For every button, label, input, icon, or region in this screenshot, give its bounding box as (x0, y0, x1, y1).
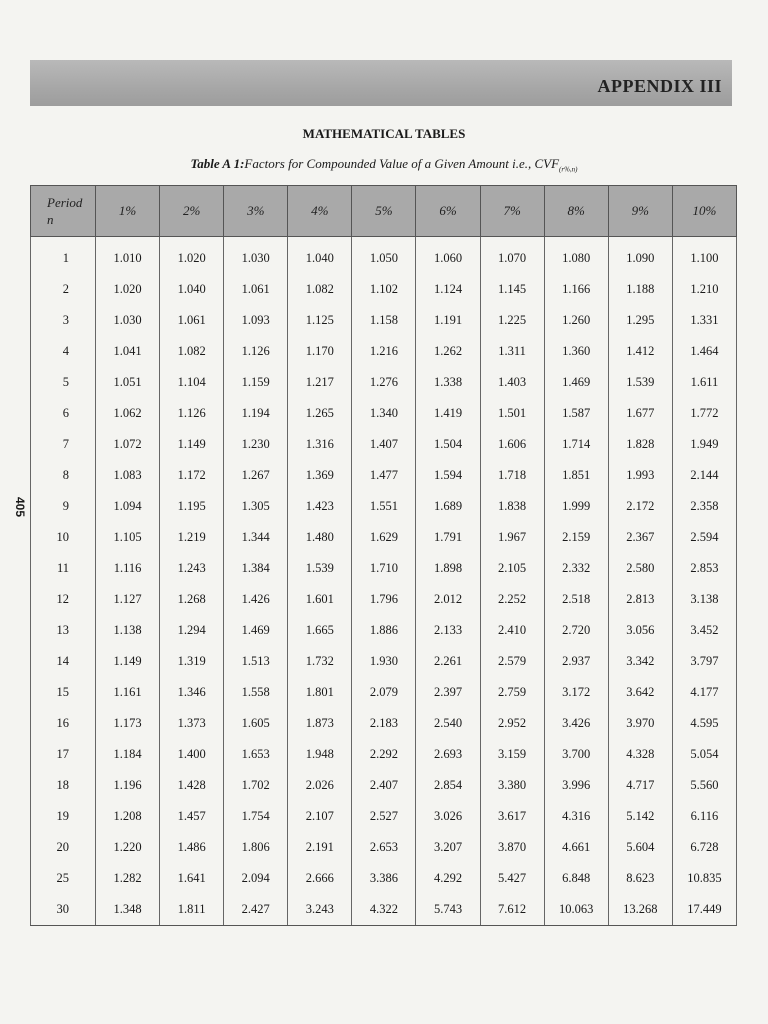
factor-cell: 1.384 (224, 553, 288, 584)
factor-cell: 1.102 (352, 274, 416, 305)
factor-cell: 6.848 (544, 863, 608, 894)
factor-cell: 1.732 (288, 646, 352, 677)
factor-cell: 13.268 (608, 894, 672, 926)
period-cell: 19 (31, 801, 96, 832)
table-row (31, 801, 737, 832)
factor-cell: 5.427 (480, 863, 544, 894)
table-row (31, 305, 737, 336)
rate-header: 8% (544, 186, 608, 237)
factor-cell: 1.948 (288, 739, 352, 770)
factor-cell: 1.539 (608, 367, 672, 398)
factor-cell: 2.937 (544, 646, 608, 677)
factor-cell: 1.513 (224, 646, 288, 677)
factor-cell: 3.996 (544, 770, 608, 801)
table-caption-subscript: (r%,n) (559, 165, 578, 174)
factor-cell: 2.813 (608, 584, 672, 615)
factor-cell: 2.144 (672, 460, 736, 491)
factor-cell: 1.262 (416, 336, 480, 367)
period-cell: 10 (31, 522, 96, 553)
period-cell: 7 (31, 429, 96, 460)
factor-cell: 1.348 (96, 894, 160, 926)
factor-cell: 1.710 (352, 553, 416, 584)
table-row (31, 584, 737, 615)
factor-cell: 1.796 (352, 584, 416, 615)
factor-cell: 2.853 (672, 553, 736, 584)
factor-cell: 1.041 (96, 336, 160, 367)
factor-cell: 1.838 (480, 491, 544, 522)
factor-cell: 1.344 (224, 522, 288, 553)
table-caption (0, 156, 768, 174)
factor-cell: 3.386 (352, 863, 416, 894)
factor-cell: 1.126 (224, 336, 288, 367)
factor-cell: 1.702 (224, 770, 288, 801)
factor-cell: 1.184 (96, 739, 160, 770)
period-cell: 18 (31, 770, 96, 801)
table-row (31, 460, 737, 491)
factor-cell: 1.170 (288, 336, 352, 367)
factor-cell: 1.173 (96, 708, 160, 739)
factor-cell: 1.166 (544, 274, 608, 305)
factor-cell: 1.993 (608, 460, 672, 491)
factor-cell: 1.469 (544, 367, 608, 398)
table-row (31, 739, 737, 770)
period-cell: 9 (31, 491, 96, 522)
factor-cell: 1.219 (160, 522, 224, 553)
factor-cell: 1.665 (288, 615, 352, 646)
factor-cell: 1.594 (416, 460, 480, 491)
factor-cell: 1.138 (96, 615, 160, 646)
period-cell: 4 (31, 336, 96, 367)
appendix-label: APPENDIX III (597, 76, 722, 96)
table-row (31, 770, 737, 801)
factor-cell: 1.457 (160, 801, 224, 832)
factor-cell: 1.360 (544, 336, 608, 367)
rate-header: 5% (352, 186, 416, 237)
period-cell: 20 (31, 832, 96, 863)
factor-cell: 1.267 (224, 460, 288, 491)
factor-cell: 1.811 (160, 894, 224, 926)
factor-cell: 1.930 (352, 646, 416, 677)
period-cell: 1 (31, 237, 96, 275)
factor-cell: 1.801 (288, 677, 352, 708)
factor-cell: 1.072 (96, 429, 160, 460)
factor-cell: 1.501 (480, 398, 544, 429)
rate-header: 9% (608, 186, 672, 237)
factor-cell: 1.093 (224, 305, 288, 336)
factor-cell: 3.172 (544, 677, 608, 708)
factor-cell: 1.149 (160, 429, 224, 460)
factor-cell: 1.346 (160, 677, 224, 708)
factor-cell: 1.558 (224, 677, 288, 708)
factor-cell: 3.797 (672, 646, 736, 677)
factor-cell: 2.397 (416, 677, 480, 708)
factor-cell: 2.952 (480, 708, 544, 739)
factor-cell: 2.133 (416, 615, 480, 646)
factor-cell: 4.661 (544, 832, 608, 863)
factor-cell: 1.116 (96, 553, 160, 584)
table-row (31, 863, 737, 894)
factor-cell: 1.551 (352, 491, 416, 522)
factor-cell: 1.268 (160, 584, 224, 615)
factor-cell: 2.540 (416, 708, 480, 739)
factor-cell: 3.243 (288, 894, 352, 926)
factor-cell: 2.159 (544, 522, 608, 553)
table-row (31, 708, 737, 739)
factor-cell: 2.012 (416, 584, 480, 615)
period-cell: 25 (31, 863, 96, 894)
factor-cell: 1.060 (416, 237, 480, 275)
factor-cell: 1.158 (352, 305, 416, 336)
page-number: 405 (13, 496, 28, 518)
factor-cell: 1.243 (160, 553, 224, 584)
period-cell: 13 (31, 615, 96, 646)
table-caption-text: Factors for Compounded Value of a Given Amount i.e., CVF (244, 156, 560, 171)
factor-cell: 4.717 (608, 770, 672, 801)
factor-cell: 2.720 (544, 615, 608, 646)
factor-cell: 2.183 (352, 708, 416, 739)
factor-cell: 2.693 (416, 739, 480, 770)
factor-cell: 5.142 (608, 801, 672, 832)
factor-cell: 1.020 (160, 237, 224, 275)
factor-cell: 1.464 (672, 336, 736, 367)
period-header-n: n (47, 212, 54, 227)
factor-cell: 1.641 (160, 863, 224, 894)
factor-cell: 1.094 (96, 491, 160, 522)
factor-cell: 1.714 (544, 429, 608, 460)
factor-cell: 1.188 (608, 274, 672, 305)
factor-cell: 1.828 (608, 429, 672, 460)
factor-cell: 1.400 (160, 739, 224, 770)
table-row (31, 553, 737, 584)
factor-cell: 4.322 (352, 894, 416, 926)
factor-cell: 1.754 (224, 801, 288, 832)
factor-cell: 2.580 (608, 553, 672, 584)
factor-cell: 6.116 (672, 801, 736, 832)
rate-header: 7% (480, 186, 544, 237)
table-row (31, 237, 737, 275)
factor-cell: 1.062 (96, 398, 160, 429)
table-row (31, 274, 737, 305)
factor-cell: 1.149 (96, 646, 160, 677)
factor-cell: 4.316 (544, 801, 608, 832)
factor-cell: 1.090 (608, 237, 672, 275)
factor-cell: 1.082 (288, 274, 352, 305)
factor-cell: 2.332 (544, 553, 608, 584)
rate-header: 6% (416, 186, 480, 237)
factor-cell: 2.407 (352, 770, 416, 801)
table-row (31, 832, 737, 863)
factor-cell: 2.094 (224, 863, 288, 894)
factor-cell: 2.292 (352, 739, 416, 770)
factor-cell: 1.127 (96, 584, 160, 615)
factor-cell: 1.276 (352, 367, 416, 398)
period-cell: 12 (31, 584, 96, 615)
factor-cell: 3.207 (416, 832, 480, 863)
factor-cell: 1.772 (672, 398, 736, 429)
factor-cell: 3.342 (608, 646, 672, 677)
table-row (31, 677, 737, 708)
factor-cell: 1.718 (480, 460, 544, 491)
factor-cell: 1.030 (224, 237, 288, 275)
factor-cell: 2.759 (480, 677, 544, 708)
factor-cell: 1.587 (544, 398, 608, 429)
factor-cell: 1.050 (352, 237, 416, 275)
factor-cell: 2.518 (544, 584, 608, 615)
table-caption-label: Table A 1: (190, 156, 245, 171)
period-header (31, 186, 96, 237)
factor-cell: 2.579 (480, 646, 544, 677)
period-cell: 3 (31, 305, 96, 336)
table-row (31, 491, 737, 522)
factor-cell: 2.105 (480, 553, 544, 584)
factor-cell: 1.210 (672, 274, 736, 305)
factor-cell: 1.886 (352, 615, 416, 646)
period-cell: 14 (31, 646, 96, 677)
factor-cell: 1.305 (224, 491, 288, 522)
period-cell: 6 (31, 398, 96, 429)
factor-cell: 1.040 (288, 237, 352, 275)
factor-cell: 1.311 (480, 336, 544, 367)
factor-cell: 1.967 (480, 522, 544, 553)
factor-cell: 1.126 (160, 398, 224, 429)
factor-cell: 1.369 (288, 460, 352, 491)
factor-cell: 2.172 (608, 491, 672, 522)
factor-cell: 3.056 (608, 615, 672, 646)
factor-cell: 2.854 (416, 770, 480, 801)
factor-cell: 1.265 (288, 398, 352, 429)
factor-cell: 2.079 (352, 677, 416, 708)
factor-cell: 1.423 (288, 491, 352, 522)
factor-cell: 3.642 (608, 677, 672, 708)
period-cell: 30 (31, 894, 96, 926)
factor-cell: 1.677 (608, 398, 672, 429)
factor-cell: 1.217 (288, 367, 352, 398)
factor-cell: 3.970 (608, 708, 672, 739)
factor-cell: 3.138 (672, 584, 736, 615)
factor-cell: 1.061 (160, 305, 224, 336)
factor-cell: 1.040 (160, 274, 224, 305)
table-row (31, 398, 737, 429)
factor-cell: 1.873 (288, 708, 352, 739)
factor-cell: 1.373 (160, 708, 224, 739)
factor-cell: 2.026 (288, 770, 352, 801)
factor-cell: 1.161 (96, 677, 160, 708)
factor-cell: 1.477 (352, 460, 416, 491)
factor-cell: 1.196 (96, 770, 160, 801)
factor-cell: 5.054 (672, 739, 736, 770)
factor-cell: 1.295 (608, 305, 672, 336)
factor-cell: 1.539 (288, 553, 352, 584)
cvf-table (30, 185, 737, 926)
factor-cell: 1.082 (160, 336, 224, 367)
factor-cell: 1.898 (416, 553, 480, 584)
factor-cell: 8.623 (608, 863, 672, 894)
factor-cell: 1.070 (480, 237, 544, 275)
factor-cell: 1.225 (480, 305, 544, 336)
factor-cell: 1.030 (96, 305, 160, 336)
factor-cell: 1.216 (352, 336, 416, 367)
factor-cell: 1.051 (96, 367, 160, 398)
factor-cell: 3.026 (416, 801, 480, 832)
factor-cell: 3.617 (480, 801, 544, 832)
factor-cell: 7.612 (480, 894, 544, 926)
period-cell: 2 (31, 274, 96, 305)
factor-cell: 6.728 (672, 832, 736, 863)
factor-cell: 2.367 (608, 522, 672, 553)
factor-cell: 1.403 (480, 367, 544, 398)
factor-cell: 1.080 (544, 237, 608, 275)
rate-header: 4% (288, 186, 352, 237)
rate-header: 1% (96, 186, 160, 237)
period-cell: 16 (31, 708, 96, 739)
table-row (31, 429, 737, 460)
factor-cell: 1.194 (224, 398, 288, 429)
factor-cell: 10.835 (672, 863, 736, 894)
rate-header: 3% (224, 186, 288, 237)
period-cell: 8 (31, 460, 96, 491)
period-cell: 17 (31, 739, 96, 770)
period-cell: 5 (31, 367, 96, 398)
factor-cell: 1.125 (288, 305, 352, 336)
factor-cell: 1.601 (288, 584, 352, 615)
factor-cell: 2.261 (416, 646, 480, 677)
factor-cell: 1.191 (416, 305, 480, 336)
factor-cell: 1.195 (160, 491, 224, 522)
factor-cell: 1.851 (544, 460, 608, 491)
factor-cell: 1.469 (224, 615, 288, 646)
factor-cell: 1.104 (160, 367, 224, 398)
factor-cell: 1.629 (352, 522, 416, 553)
factor-cell: 1.159 (224, 367, 288, 398)
table-row (31, 522, 737, 553)
factor-cell: 2.666 (288, 863, 352, 894)
factor-cell: 1.316 (288, 429, 352, 460)
factor-cell: 3.159 (480, 739, 544, 770)
factor-cell: 1.606 (480, 429, 544, 460)
factor-cell: 2.653 (352, 832, 416, 863)
factor-cell: 1.999 (544, 491, 608, 522)
factor-cell: 5.604 (608, 832, 672, 863)
factor-cell: 1.653 (224, 739, 288, 770)
table-row (31, 336, 737, 367)
factor-cell: 1.124 (416, 274, 480, 305)
factor-cell: 4.177 (672, 677, 736, 708)
appendix-header-band (30, 60, 732, 106)
factor-cell: 1.294 (160, 615, 224, 646)
factor-cell: 1.689 (416, 491, 480, 522)
factor-cell: 3.870 (480, 832, 544, 863)
factor-cell: 5.560 (672, 770, 736, 801)
factor-cell: 1.105 (96, 522, 160, 553)
rate-header: 10% (672, 186, 736, 237)
rate-header: 2% (160, 186, 224, 237)
factor-cell: 1.172 (160, 460, 224, 491)
factor-cell: 2.410 (480, 615, 544, 646)
table-header-row (31, 186, 737, 237)
factor-cell: 2.358 (672, 491, 736, 522)
factor-cell: 1.611 (672, 367, 736, 398)
factor-cell: 1.419 (416, 398, 480, 429)
factor-cell: 1.412 (608, 336, 672, 367)
table-row (31, 367, 737, 398)
factor-cell: 1.426 (224, 584, 288, 615)
factor-cell: 5.743 (416, 894, 480, 926)
factor-cell: 1.020 (96, 274, 160, 305)
factor-cell: 1.260 (544, 305, 608, 336)
factor-cell: 1.010 (96, 237, 160, 275)
factor-cell: 1.806 (224, 832, 288, 863)
factor-cell: 3.452 (672, 615, 736, 646)
factor-cell: 1.319 (160, 646, 224, 677)
factor-cell: 1.338 (416, 367, 480, 398)
factor-cell: 2.252 (480, 584, 544, 615)
factor-cell: 1.428 (160, 770, 224, 801)
factor-cell: 2.527 (352, 801, 416, 832)
factor-cell: 1.145 (480, 274, 544, 305)
factor-cell: 1.282 (96, 863, 160, 894)
factor-cell: 10.063 (544, 894, 608, 926)
factor-cell: 3.380 (480, 770, 544, 801)
factor-cell: 1.340 (352, 398, 416, 429)
factor-cell: 1.486 (160, 832, 224, 863)
factor-cell: 1.230 (224, 429, 288, 460)
factor-cell: 1.949 (672, 429, 736, 460)
factor-cell: 1.208 (96, 801, 160, 832)
table-row (31, 615, 737, 646)
factor-cell: 1.061 (224, 274, 288, 305)
period-header-label: Period (47, 195, 83, 210)
factor-cell: 1.083 (96, 460, 160, 491)
factor-cell: 4.328 (608, 739, 672, 770)
period-cell: 11 (31, 553, 96, 584)
factor-cell: 3.426 (544, 708, 608, 739)
factor-cell: 1.331 (672, 305, 736, 336)
table-body (31, 237, 737, 926)
factor-cell: 4.292 (416, 863, 480, 894)
factor-cell: 1.407 (352, 429, 416, 460)
factor-cell: 17.449 (672, 894, 736, 926)
factor-cell: 2.427 (224, 894, 288, 926)
factor-cell: 2.191 (288, 832, 352, 863)
factor-cell: 1.480 (288, 522, 352, 553)
factor-cell: 1.791 (416, 522, 480, 553)
factor-cell: 4.595 (672, 708, 736, 739)
period-cell: 15 (31, 677, 96, 708)
factor-cell: 2.594 (672, 522, 736, 553)
factor-cell: 1.220 (96, 832, 160, 863)
table-row (31, 894, 737, 926)
factor-cell: 1.504 (416, 429, 480, 460)
factor-cell: 3.700 (544, 739, 608, 770)
factor-cell: 1.605 (224, 708, 288, 739)
table-row (31, 646, 737, 677)
factor-cell: 1.100 (672, 237, 736, 275)
factor-cell: 2.107 (288, 801, 352, 832)
page-title: MATHEMATICAL TABLES (302, 126, 466, 141)
